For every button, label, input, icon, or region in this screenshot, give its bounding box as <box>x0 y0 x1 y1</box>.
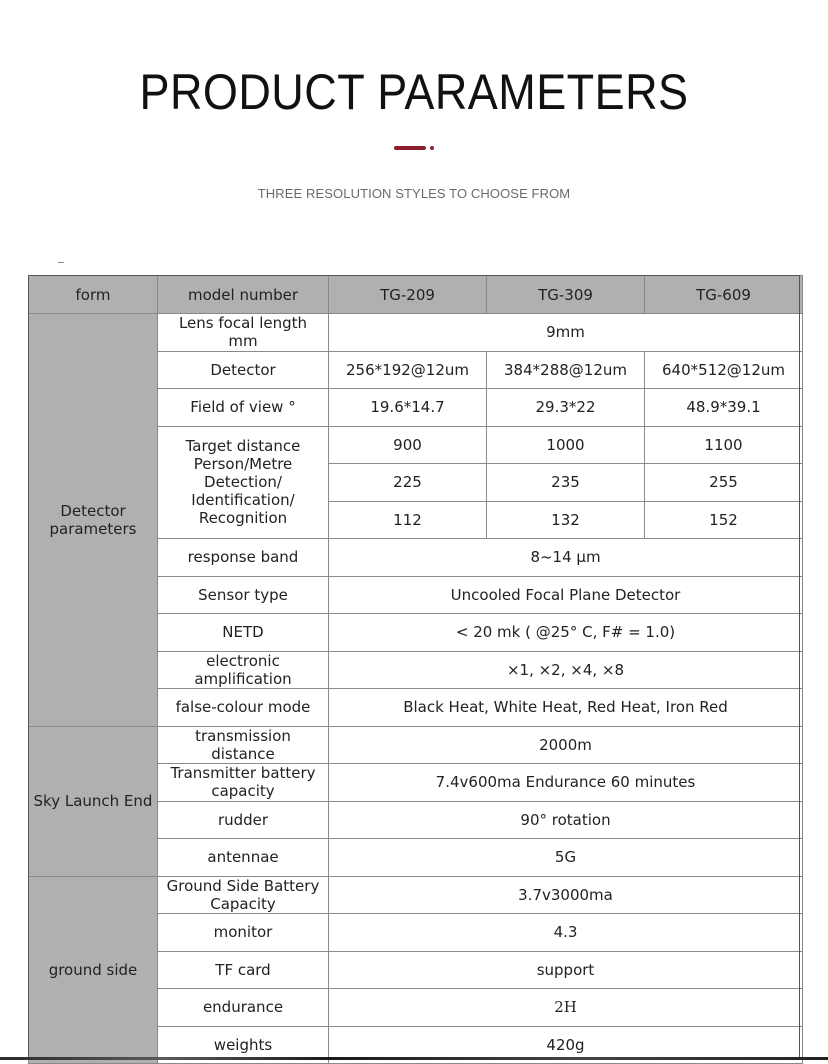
table-header-row <box>29 276 803 314</box>
value-rudder: 90° rotation <box>329 801 803 839</box>
divider-dot <box>430 146 434 150</box>
value-transmission-distance: 2000m <box>329 726 803 764</box>
group-detector-parameters: Detector parameters <box>29 314 158 727</box>
value-netd: < 20 mk ( @25° C, F# = 1.0) <box>329 614 803 652</box>
column-header-model-number: model number <box>158 276 329 314</box>
value-monitor: 4.3 <box>329 914 803 952</box>
value-weights: 420g <box>329 1026 803 1064</box>
value-detection-tg-209: 900 <box>329 426 487 464</box>
row-label-antennae: antennae <box>158 839 329 877</box>
value-false-colour-mode: Black Heat, White Heat, Red Heat, Iron Red <box>329 689 803 727</box>
value-identification-tg-209: 225 <box>329 464 487 502</box>
value-antennae: 5G <box>329 839 803 877</box>
value-electronic-amplification: ×1, ×2, ×4, ×8 <box>329 651 803 689</box>
value-detector-tg-309: 384*288@12um <box>487 351 645 389</box>
value-transmitter-battery: 7.4v600ma Endurance 60 minutes <box>329 764 803 802</box>
row-label-rudder: rudder <box>158 801 329 839</box>
value-endurance: 2H <box>329 989 803 1027</box>
value-fov-tg-609: 48.9*39.1 <box>645 389 803 427</box>
table-row <box>29 726 803 764</box>
value-detector-tg-609: 640*512@12um <box>645 351 803 389</box>
value-response-band: 8~14 μm <box>329 539 803 577</box>
row-label-transmission-distance: transmission distance <box>158 726 329 764</box>
value-lens-focal-length: 9mm <box>329 314 803 352</box>
row-label-netd: NETD <box>158 614 329 652</box>
page-title: PRODUCT PARAMETERS <box>139 64 689 120</box>
row-label-field-of-view: Field of view ° <box>158 389 329 427</box>
group-sky-launch-end: Sky Launch End <box>29 726 158 876</box>
value-detector-tg-209: 256*192@12um <box>329 351 487 389</box>
value-recognition-tg-609: 152 <box>645 501 803 539</box>
value-recognition-tg-309: 132 <box>487 501 645 539</box>
row-label-false-colour-mode: false-colour mode <box>158 689 329 727</box>
table-row <box>29 876 803 914</box>
row-label-sensor-type: Sensor type <box>158 576 329 614</box>
group-ground-side: ground side <box>29 876 158 1064</box>
product-parameters-table <box>28 275 803 1064</box>
row-label-tf-card: TF card <box>158 951 329 989</box>
row-label-lens-focal-length: Lens focal length mm <box>158 314 329 352</box>
value-detection-tg-609: 1100 <box>645 426 803 464</box>
value-identification-tg-309: 235 <box>487 464 645 502</box>
column-header-form: form <box>29 276 158 314</box>
row-label-monitor: monitor <box>158 914 329 952</box>
value-recognition-tg-209: 112 <box>329 501 487 539</box>
value-tf-card: support <box>329 951 803 989</box>
row-label-target-distance: Target distance Person/Metre Detection/ Identification/ Recognition <box>158 426 329 539</box>
table-row <box>29 314 803 352</box>
column-header-tg-209: TG-209 <box>329 276 487 314</box>
row-label-weights: weights <box>158 1026 329 1064</box>
column-header-tg-609: TG-609 <box>645 276 803 314</box>
value-fov-tg-209: 19.6*14.7 <box>329 389 487 427</box>
value-detection-tg-309: 1000 <box>487 426 645 464</box>
value-fov-tg-309: 29.3*22 <box>487 389 645 427</box>
row-label-ground-battery: Ground Side Battery Capacity <box>158 876 329 914</box>
row-label-response-band: response band <box>158 539 329 577</box>
divider-bar <box>394 146 426 150</box>
row-label-endurance: endurance <box>158 989 329 1027</box>
row-label-detector: Detector <box>158 351 329 389</box>
value-ground-battery: 3.7v3000ma <box>329 876 803 914</box>
value-sensor-type: Uncooled Focal Plane Detector <box>329 576 803 614</box>
decorative-dash <box>58 262 64 263</box>
page-subtitle: THREE RESOLUTION STYLES TO CHOOSE FROM <box>257 186 571 201</box>
row-label-electronic-amplification: electronic amplification <box>158 651 329 689</box>
value-identification-tg-609: 255 <box>645 464 803 502</box>
row-label-transmitter-battery: Transmitter battery capacity <box>158 764 329 802</box>
column-header-tg-309: TG-309 <box>487 276 645 314</box>
